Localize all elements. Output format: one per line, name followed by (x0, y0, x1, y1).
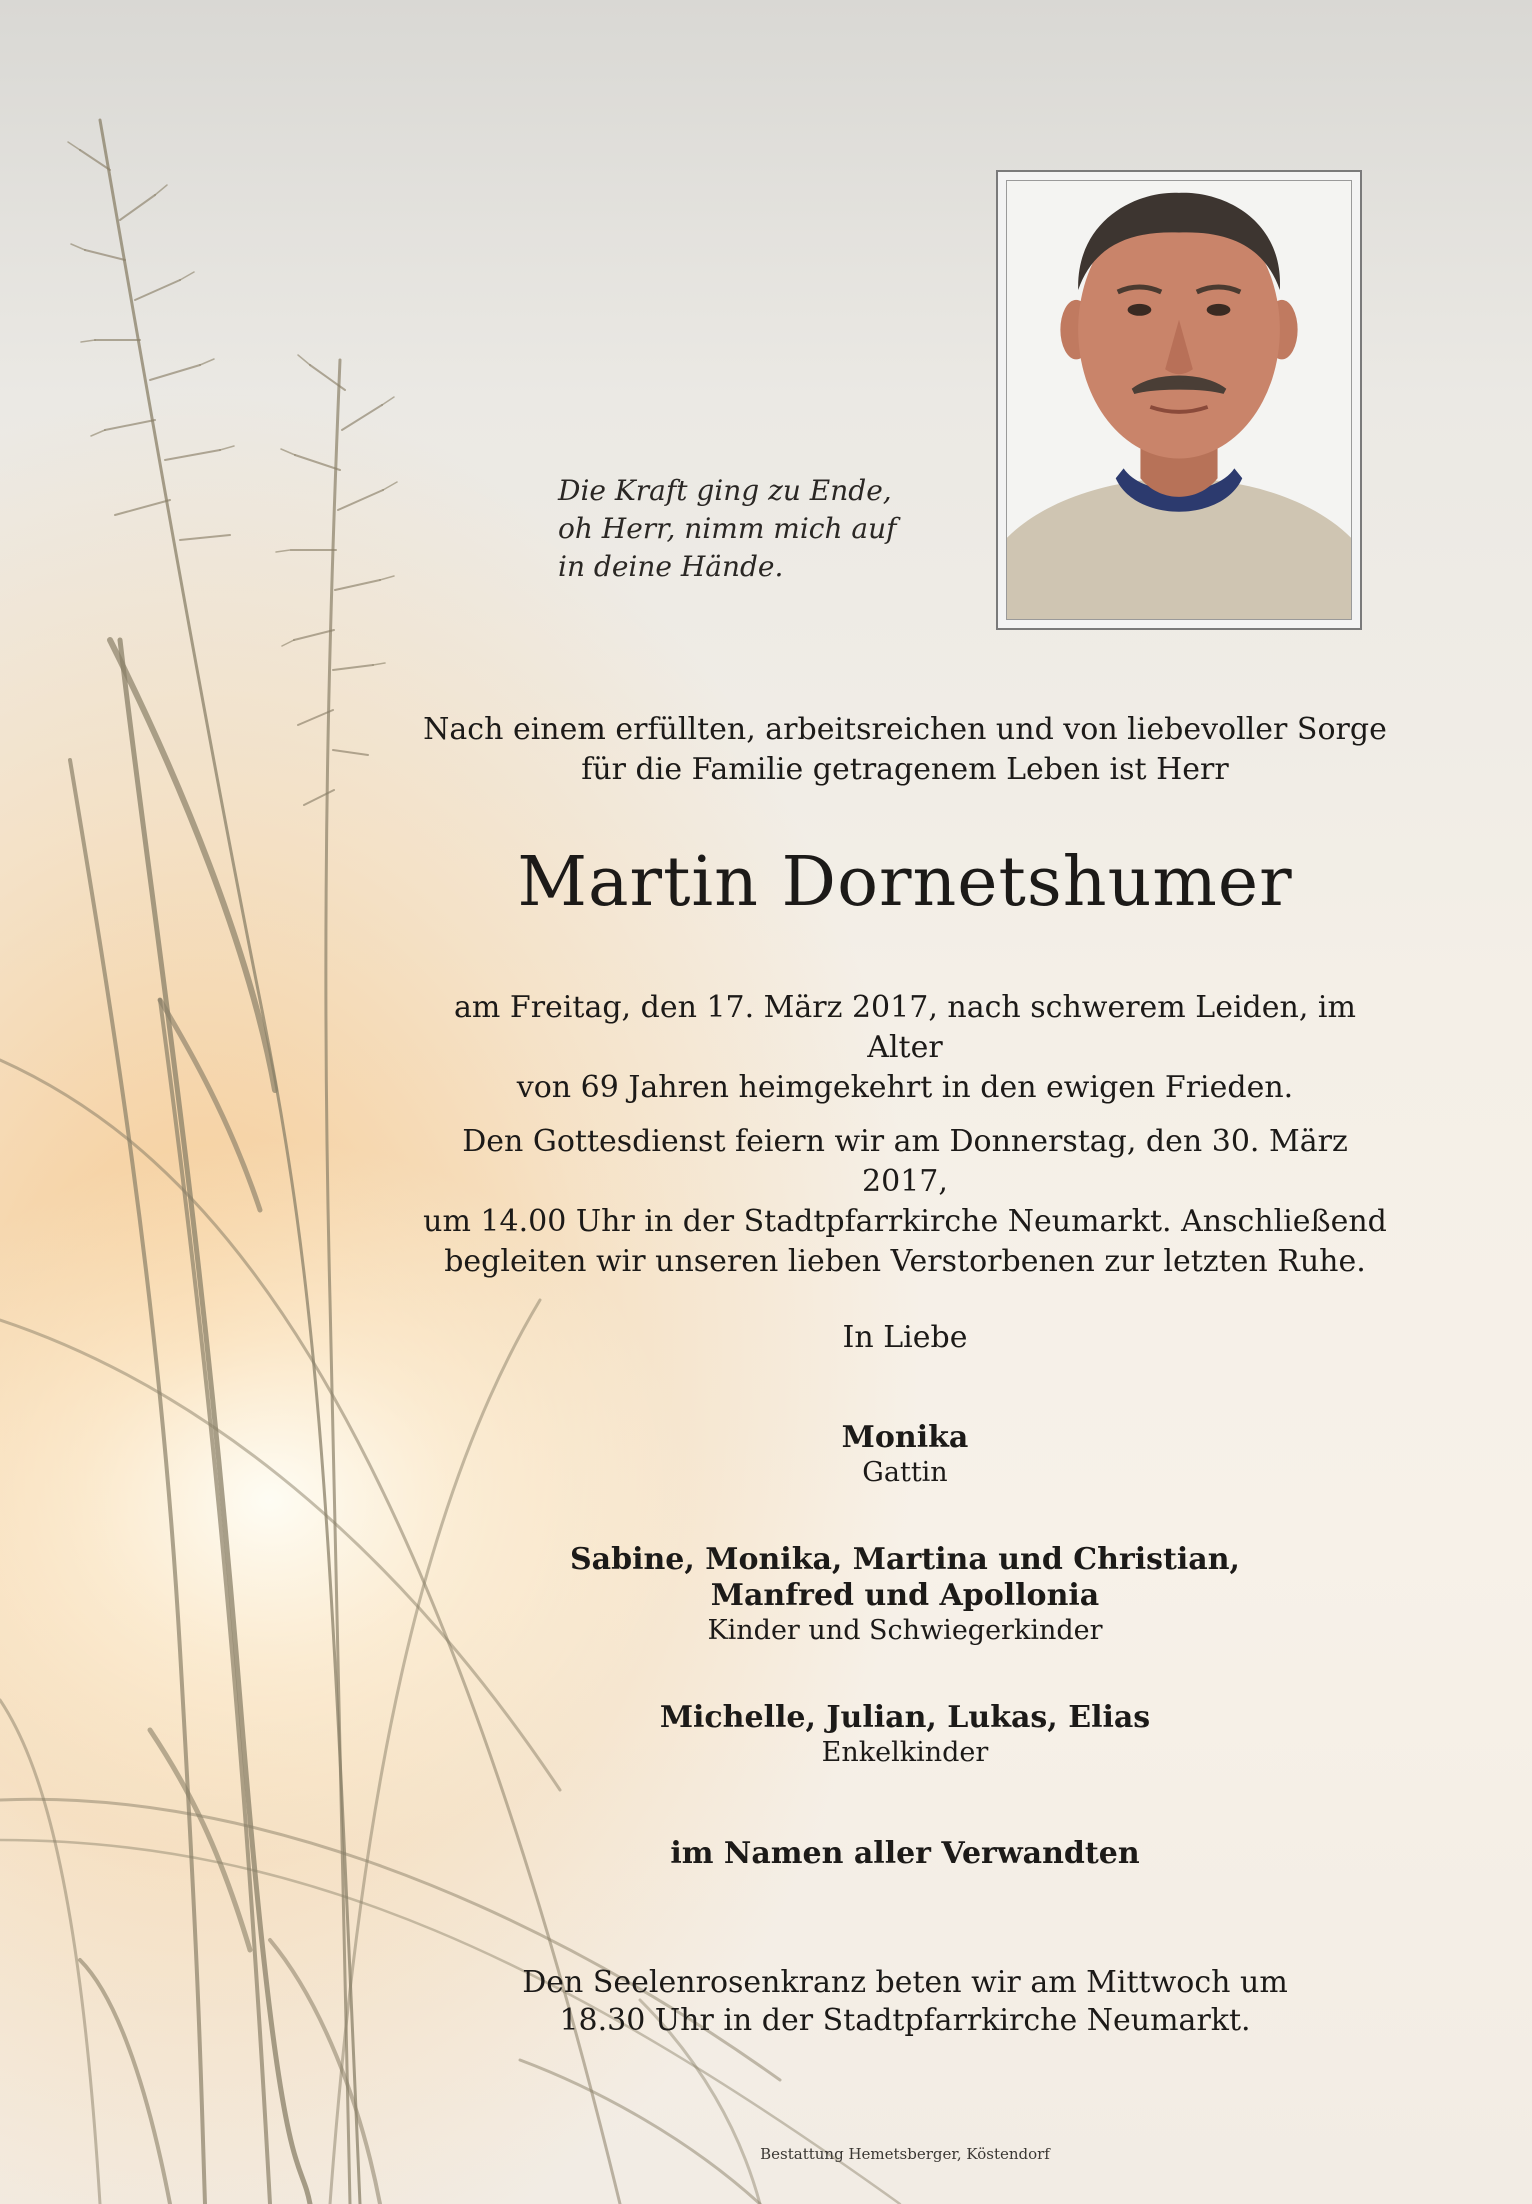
family-group-grandchildren (420, 1700, 1390, 1770)
service-line: um 14.00 Uhr in der Stadtpfarrkirche Neumarkt. Anschließend (423, 1204, 1387, 1239)
intro-line: für die Familie getragenem Leben ist Herr (581, 752, 1229, 787)
relatives-line: im Namen aller Verwandten (670, 1836, 1140, 1871)
undertaker-credit: Bestattung Hemetsberger, Köstendorf (760, 2145, 1050, 2163)
closing-phrase: In Liebe (842, 1320, 968, 1355)
memorial-quote (558, 472, 938, 586)
family-relation: Kinder und Schwiegerkinder (707, 1615, 1103, 1646)
family-relation: Gattin (862, 1457, 948, 1488)
death-line: am Freitag, den 17. März 2017, nach schwerem Leiden, im Alter (454, 990, 1356, 1065)
death-line: von 69 Jahren heimgekehrt in den ewigen Frieden. (516, 1070, 1294, 1105)
portrait-illustration (1007, 181, 1351, 619)
deceased-name: Martin Dornetshumer (517, 843, 1293, 922)
portrait-photo (1006, 180, 1352, 620)
service-line: begleiten wir unseren lieben Verstorbenen zur letzten Ruhe. (444, 1244, 1366, 1279)
service-line: Den Gottesdienst feiern wir am Donnerstag, den 30. März 2017, (462, 1124, 1348, 1199)
family-names: Sabine, Monika, Martina und Christian, (570, 1542, 1240, 1577)
portrait-frame (996, 170, 1362, 630)
quote-line: oh Herr, nimm mich auf (558, 512, 897, 545)
family-group-children (420, 1542, 1390, 1648)
funeral-service-text (420, 1122, 1390, 1282)
family-relation: Enkelkinder (821, 1737, 989, 1768)
intro-line: Nach einem erfüllten, arbeitsreichen und von liebevoller Sorge (423, 712, 1387, 747)
family-names: Michelle, Julian, Lukas, Elias (659, 1700, 1151, 1735)
family-names: Manfred und Apollonia (710, 1578, 1100, 1613)
quote-line: in deine Hände. (558, 550, 784, 583)
rosary-notice (420, 1964, 1390, 2040)
quote-line: Die Kraft ging zu Ende, (558, 474, 892, 507)
death-notice (420, 988, 1390, 1108)
family-group-spouse (420, 1420, 1390, 1490)
rosary-line: Den Seelenrosenkranz beten wir am Mittwoch um (522, 1965, 1288, 2000)
rosary-line: 18.30 Uhr in der Stadtpfarrkirche Neumarkt. (559, 2003, 1251, 2038)
intro-text (420, 710, 1390, 790)
family-names: Monika (841, 1420, 969, 1455)
